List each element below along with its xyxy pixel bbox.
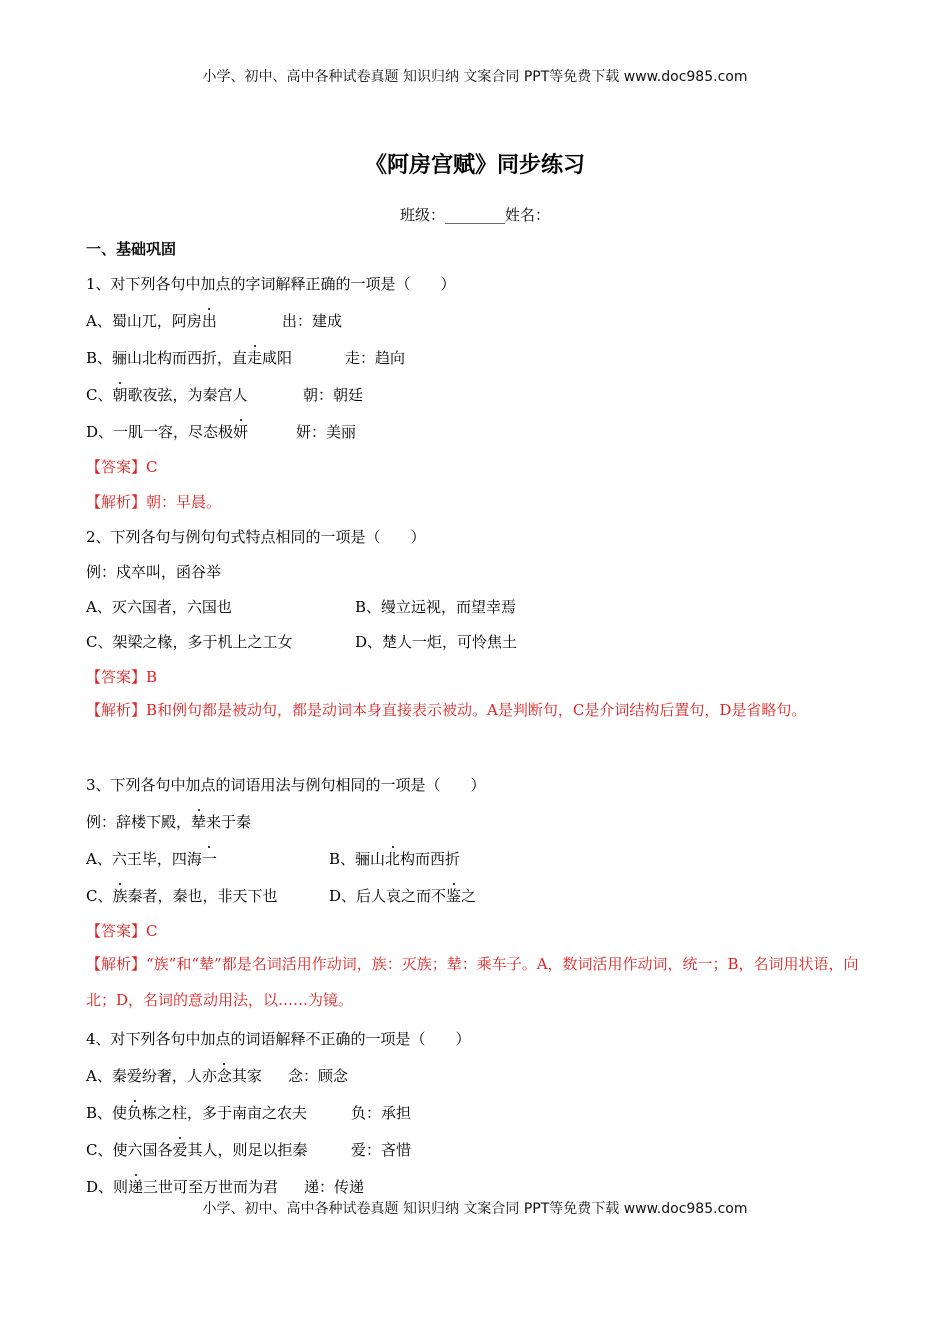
q1-stem: 1、对下列各句中加点的字词解释正确的一项是（ ）: [86, 275, 456, 293]
q1-option-a: A、蜀山兀，阿房出: [86, 312, 217, 330]
q4-stem: 4、对下列各句中加点的词语解释不正确的一项是（ ）: [86, 1030, 471, 1048]
q4-gloss-c: 爱：吝惜: [351, 1141, 412, 1159]
q1-option-d: D、一肌一容，尽态极妍: [86, 423, 249, 441]
section-heading: 一、基础巩固: [86, 240, 177, 258]
q1-gloss-b: 走：趋向: [345, 349, 406, 367]
q3-stem: 3、下列各句中加点的词语用法与例句相同的一项是（ ）: [86, 776, 486, 794]
q4-gloss-a: 念：顾念: [288, 1067, 349, 1085]
q4-option-b: B、使负栋之柱，多于南亩之农夫: [86, 1104, 308, 1122]
q2-analysis: 【解析】B和例句都是被动句，都是动词本身直接表示被动。A是判断句，C是介词结构后置句，D是省略句。: [86, 701, 807, 719]
class-name-line: [0, 204, 950, 225]
q1-gloss-c: 朝：朝廷: [303, 386, 364, 404]
q3-option-b: B、骊山北构而西折: [329, 850, 461, 868]
emphasis-dot: 爱: [172, 1141, 188, 1159]
q4-option-a: A、秦爱纷奢，人亦念其家: [86, 1067, 262, 1085]
q1-analysis: 【解析】朝：早晨。: [86, 493, 222, 511]
q3-option-a: A、六王毕，四海一: [86, 850, 217, 868]
q2-stem: 2、下列各句与例句句式特点相同的一项是（ ）: [86, 528, 426, 546]
page-header: 小学、初中、高中各种试卷真题 知识归纳 文案合同 PPT等免费下载 www.doc985.com: [202, 69, 748, 85]
q3-option-d: D、后人哀之而不鉴之: [329, 887, 477, 905]
q2-option-c: C、架梁之椽，多于机上之工女: [86, 633, 293, 651]
emphasis-dot: 北: [385, 850, 401, 868]
q3-answer: 【答案】C: [86, 922, 158, 940]
q2-option-d: D、楚人一炬，可怜焦土: [355, 633, 518, 651]
q3-analysis: 【解析】“族”和“辇”都是名词活用作动词，族：灭族；辇：乘车子。A，数词活用作动词，统一；B，名词用状语，向北；D，名词的意动用法，以……为镜。: [86, 955, 859, 1009]
q4-gloss-d: 递：传递: [304, 1178, 365, 1196]
emphasis-dot: 负: [127, 1104, 143, 1122]
page-title: 《阿房宫赋》同步练习: [364, 153, 585, 178]
emphasis-dot: 族: [112, 887, 128, 905]
emphasis-dot: 辇: [191, 813, 207, 831]
emphasis-dot: 出: [201, 312, 217, 330]
emphasis-dot: 走: [247, 349, 263, 367]
emphasis-dot: 鉴: [446, 887, 462, 905]
class-blank: ________: [445, 206, 505, 224]
q1-answer: 【答案】C: [86, 458, 158, 476]
emphasis-dot: 递: [128, 1178, 144, 1196]
emphasis-dot: 一: [201, 850, 217, 868]
q3-option-c: C、族秦者，秦也，非天下也: [86, 887, 278, 905]
q4-gloss-b: 负：承担: [351, 1104, 412, 1122]
q2-example: 例：戍卒叫，函谷举: [86, 563, 222, 581]
page-footer: 小学、初中、高中各种试卷真题 知识归纳 文案合同 PPT等免费下载 www.doc985.com: [202, 1201, 748, 1217]
q2-answer: 【答案】B: [86, 668, 158, 686]
q4-option-c: C、使六国各爱其人，则足以拒秦: [86, 1141, 308, 1159]
q3-example: 例：辞楼下殿，辇来于秦: [86, 813, 252, 831]
q2-option-a: A、灭六国者，六国也: [86, 598, 232, 616]
emphasis-dot: 念: [216, 1067, 232, 1085]
emphasis-dot: 妍: [233, 423, 249, 441]
name-label: 姓名：: [505, 206, 551, 224]
q1-option-b: B、骊山北构而西折，直走咸阳: [86, 349, 293, 367]
class-label: 班级：: [399, 206, 445, 224]
q1-option-c: C、朝歌夜弦，为秦宫人: [86, 386, 248, 404]
emphasis-dot: 朝: [112, 386, 128, 404]
q2-option-b: B、缦立远视，而望幸焉: [355, 598, 517, 616]
q1-gloss-a: 出：建成: [282, 312, 343, 330]
q1-gloss-d: 妍：美丽: [296, 423, 357, 441]
q4-option-d: D、则递三世可至万世而为君: [86, 1178, 279, 1196]
